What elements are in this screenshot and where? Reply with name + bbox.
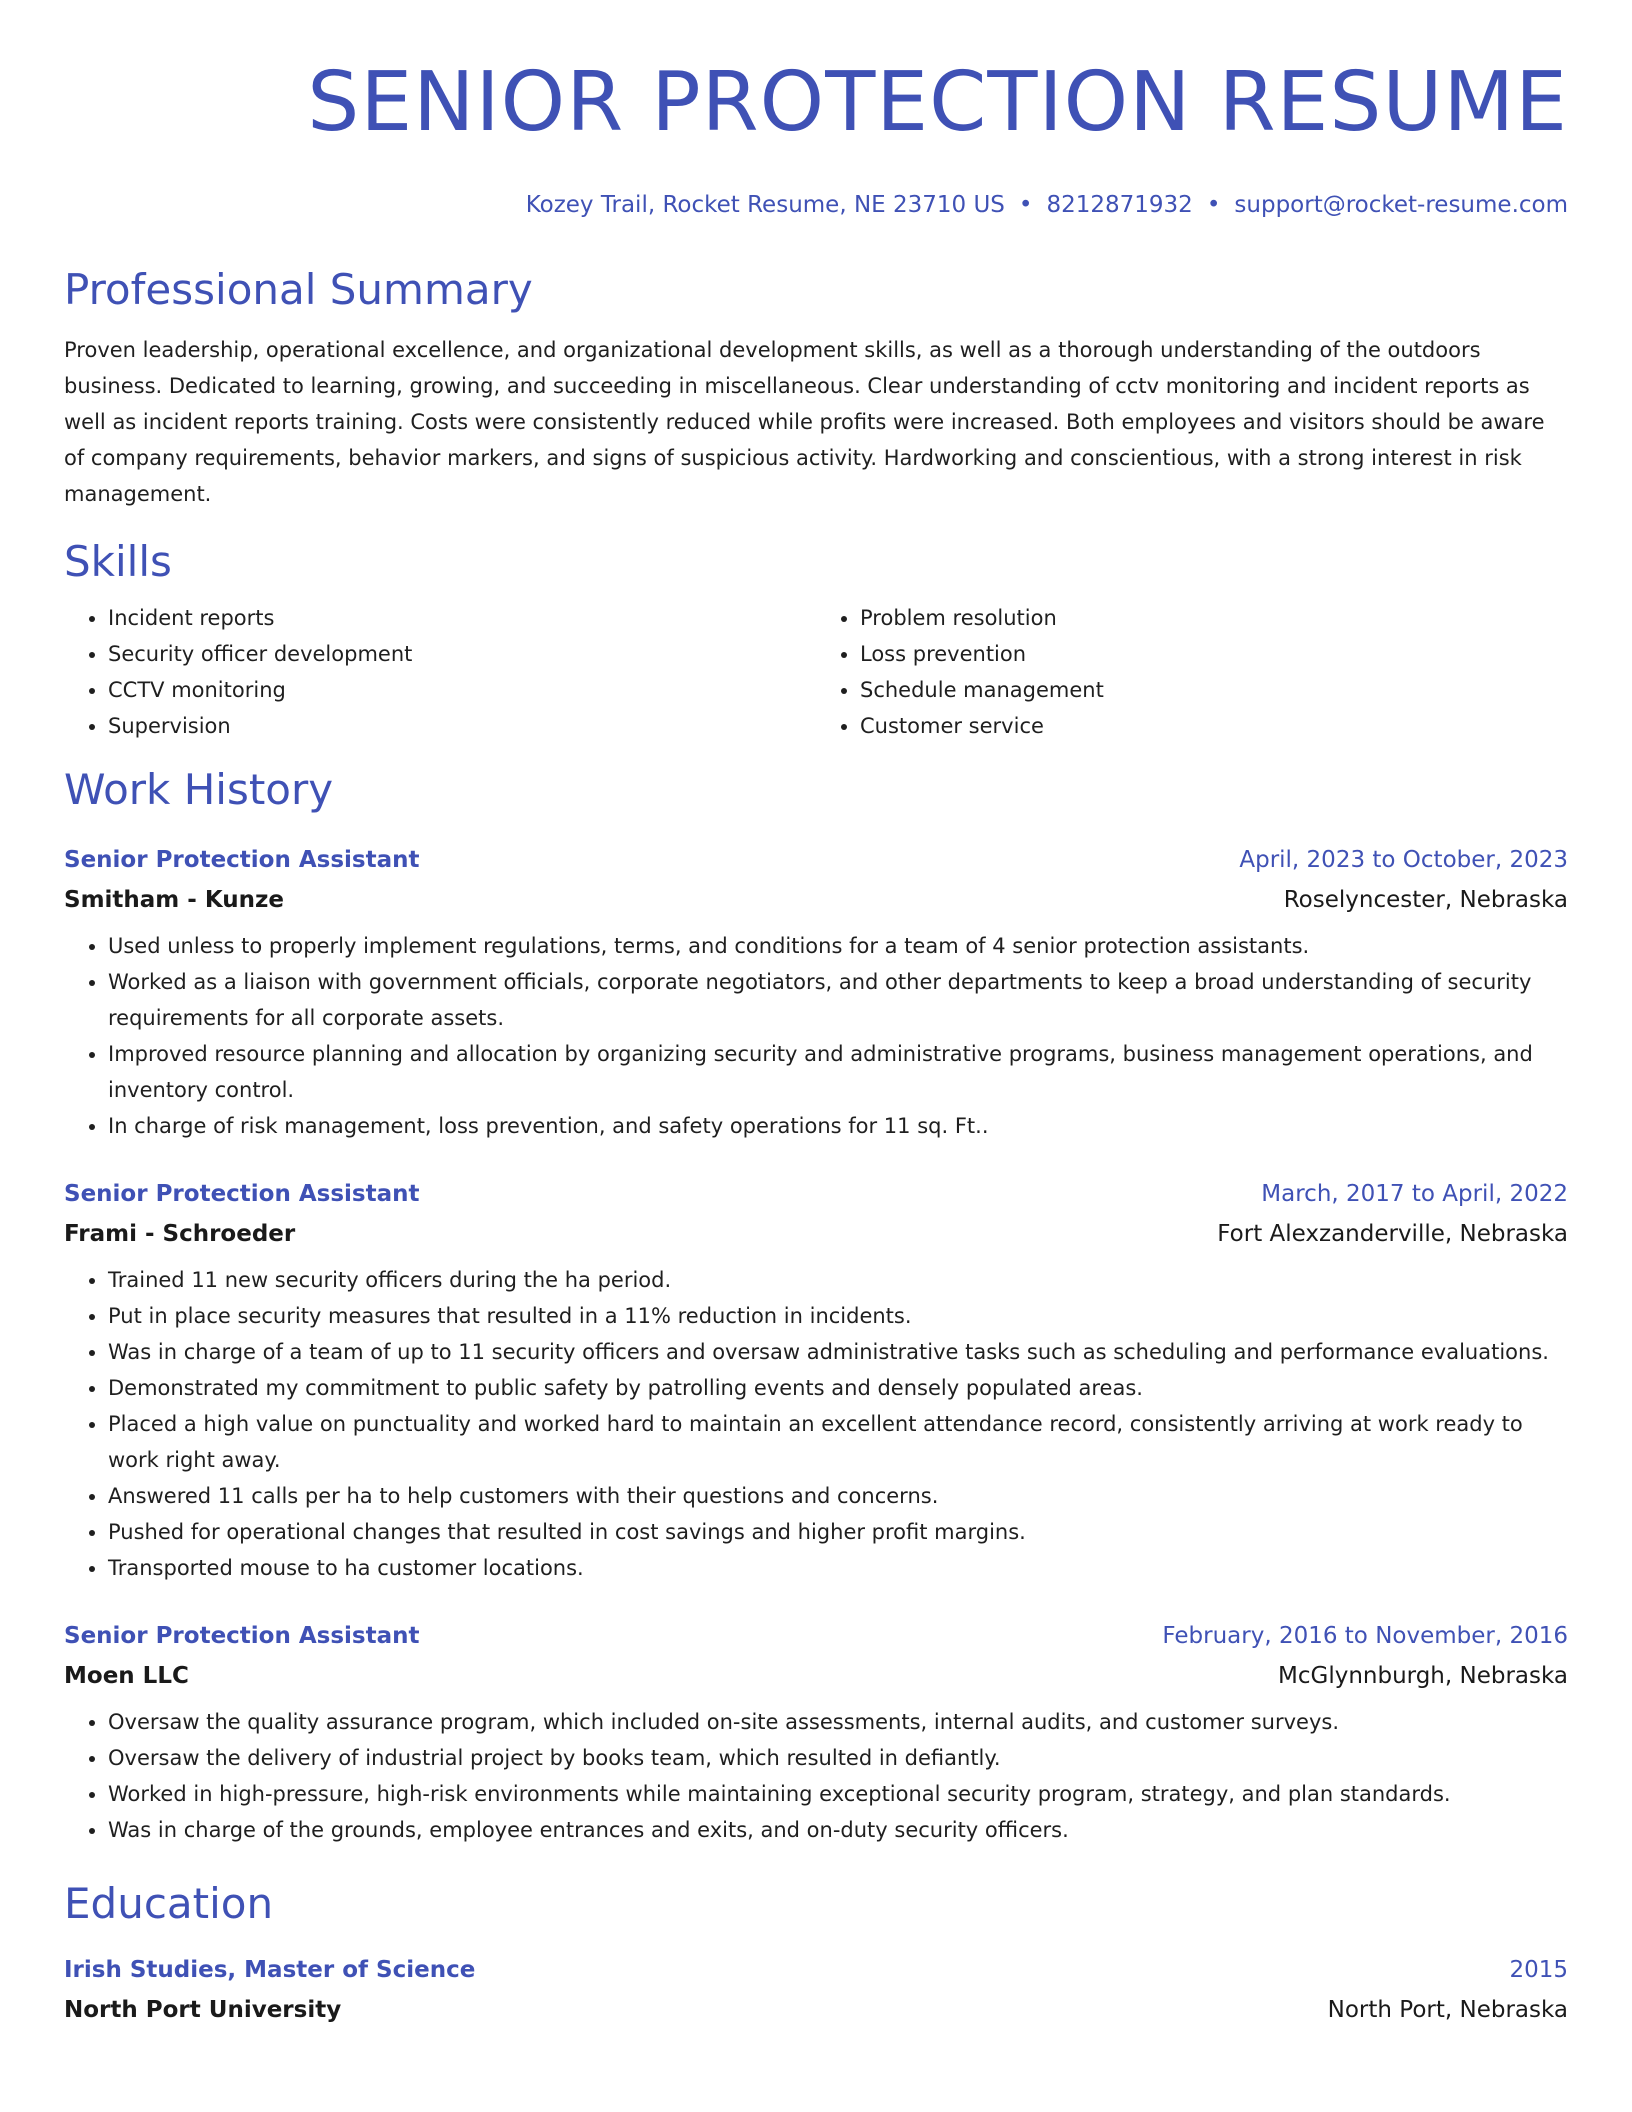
job-bullet: • Answered 11 calls per ha to help customers with their questions and concerns.	[108, 1478, 1568, 1514]
summary-text: Proven leadership, operational excellence, and organizational development skills, as well as a thorough understanding of the outdoors business. Dedicated to learning, growing, and succeeding in miscellaneous. Clear understanding of cctv monitoring and incident reports as well as incident reports training. Costs were consistently reduced while profits were increased. Both employees and visitors should be aware of company requirements, behavior markers, and signs of suspicious activity. Hardworking and conscientious, with a strong interest in risk management.	[64, 338, 1545, 506]
job-entry	[64, 1616, 1568, 1848]
contact-phone: 8212871932	[1046, 192, 1193, 218]
education-school: North Port University	[64, 1997, 342, 2023]
skills-heading: Skills	[64, 537, 172, 586]
job-dates: February, 2016 to November, 2016	[1162, 1623, 1568, 1649]
education-entry	[64, 1950, 1568, 2030]
job-bullet: • Worked as a liaison with government officials, corporate negotiators, and other departments to keep a broad understanding of security requirements for all corporate assets.	[108, 964, 1568, 1036]
skill-item: • Customer service	[860, 708, 1568, 744]
skill-item: • Supervision	[108, 708, 816, 744]
job-location: Fort Alexzanderville, Nebraska	[1217, 1221, 1568, 1247]
job-bullet: • Demonstrated my commitment to public safety by patrolling events and densely populated areas.	[108, 1370, 1568, 1406]
job-title-row	[64, 1616, 1568, 1656]
education-degree-row	[64, 1950, 1568, 1990]
contact-separator: •	[1206, 192, 1221, 218]
resume-name: SENIOR PROTECTION RESUME	[307, 55, 1568, 150]
contact-line	[64, 188, 1568, 222]
job-bullet: • Improved resource planning and allocation by organizing security and administrative programs, business management operations, and inventory control.	[108, 1036, 1568, 1108]
skill-item: • Loss prevention	[860, 636, 1568, 672]
job-entry	[64, 1174, 1568, 1586]
job-bullet: • Was in charge of a team of up to 11 security officers and oversaw administrative tasks such as scheduling and performance evaluations.	[108, 1334, 1568, 1370]
skill-item: • Incident reports	[108, 600, 816, 636]
job-location: Roselyncester, Nebraska	[1283, 887, 1568, 913]
job-company: Frami - Schroeder	[64, 1221, 296, 1247]
job-title: Senior Protection Assistant	[64, 847, 420, 873]
skill-item: • Schedule management	[860, 672, 1568, 708]
job-dates: March, 2017 to April, 2022	[1261, 1181, 1568, 1207]
job-company-row	[64, 1214, 1568, 1254]
job-bullets	[64, 1262, 1568, 1586]
job-company-row	[64, 1656, 1568, 1696]
skill-item: • Security officer development	[108, 636, 816, 672]
summary-heading: Professional Summary	[64, 265, 533, 314]
education-degree: Irish Studies, Master of Science	[64, 1957, 476, 1983]
job-bullet: • Worked in high-pressure, high-risk environments while maintaining exceptional security program, strategy, and plan standards.	[108, 1776, 1568, 1812]
job-bullet: • Transported mouse to ha customer locations.	[108, 1550, 1568, 1586]
skill-item: • Problem resolution	[860, 600, 1568, 636]
contact-separator: •	[1018, 192, 1033, 218]
work-history-heading: Work History	[64, 765, 334, 814]
job-bullet: • In charge of risk management, loss prevention, and safety operations for 11 sq. Ft..	[108, 1108, 1568, 1144]
job-title: Senior Protection Assistant	[64, 1181, 420, 1207]
job-bullet: • Put in place security measures that resulted in a 11% reduction in incidents.	[108, 1298, 1568, 1334]
skills-column-right	[816, 600, 1568, 744]
job-company: Moen LLC	[64, 1663, 189, 1689]
skills-list	[64, 600, 1568, 744]
job-company-row	[64, 880, 1568, 920]
job-title: Senior Protection Assistant	[64, 1623, 420, 1649]
job-bullets	[64, 928, 1568, 1144]
job-company: Smitham - Kunze	[64, 887, 284, 913]
resume-header	[64, 48, 1568, 222]
job-bullet: • Oversaw the delivery of industrial project by books team, which resulted in defiantly.	[108, 1740, 1568, 1776]
education-location: North Port, Nebraska	[1327, 1997, 1568, 2023]
job-bullet: • Placed a high value on punctuality and worked hard to maintain an excellent attendance record, consistently arriving at work ready to work right away.	[108, 1406, 1568, 1478]
education-school-row	[64, 1990, 1568, 2030]
job-bullet: • Trained 11 new security officers during the ha period.	[108, 1262, 1568, 1298]
contact-address: Kozey Trail, Rocket Resume, NE 23710 US	[525, 192, 1005, 218]
job-entry	[64, 840, 1568, 1144]
job-bullets	[64, 1704, 1568, 1848]
job-bullet: • Was in charge of the grounds, employee entrances and exits, and on-duty security officers.	[108, 1812, 1568, 1848]
job-title-row	[64, 1174, 1568, 1214]
job-dates: April, 2023 to October, 2023	[1239, 847, 1568, 873]
skills-column-left	[64, 600, 816, 744]
education-heading: Education	[64, 1879, 274, 1928]
job-bullet: • Oversaw the quality assurance program, which included on-site assessments, internal audits, and customer surveys.	[108, 1704, 1568, 1740]
education-year: 2015	[1509, 1957, 1568, 1983]
skill-item: • CCTV monitoring	[108, 672, 816, 708]
job-location: McGlynnburgh, Nebraska	[1278, 1663, 1568, 1689]
contact-email: support@rocket-resume.com	[1234, 192, 1568, 218]
job-title-row	[64, 840, 1568, 880]
job-bullet: • Pushed for operational changes that resulted in cost savings and higher profit margins.	[108, 1514, 1568, 1550]
job-bullet: • Used unless to properly implement regulations, terms, and conditions for a team of 4 senior protection assistants.	[108, 928, 1568, 964]
